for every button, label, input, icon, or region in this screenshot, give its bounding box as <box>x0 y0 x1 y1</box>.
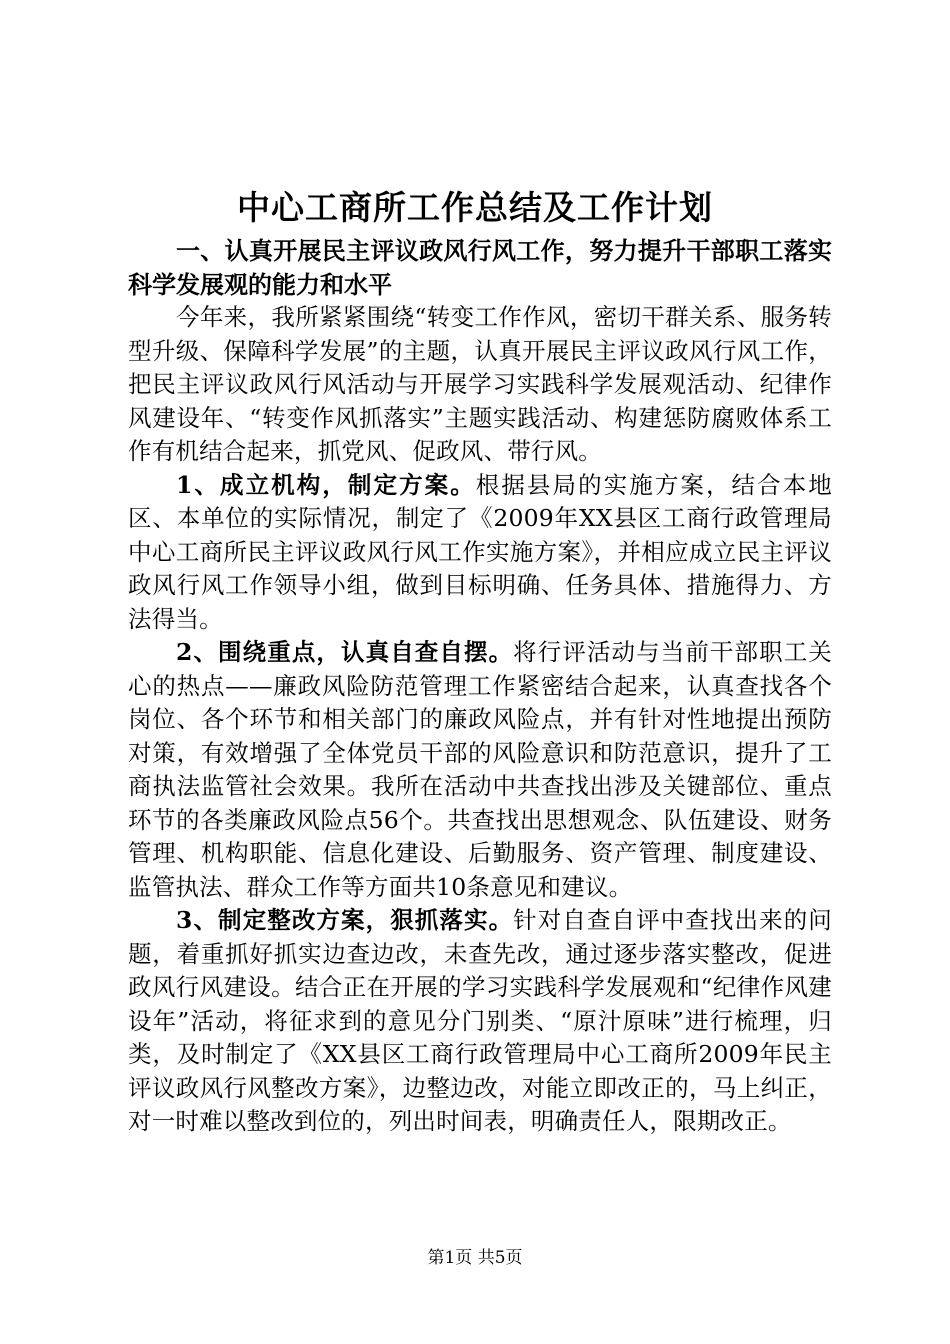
intro-paragraph: 今年来，我所紧紧围绕“转变工作作风，密切干群关系、服务转型升级、保障科学发展”的主题，认真开展民主评议政风行风工作，把民主评议政风行风活动与开展学习实践科学发展观活动、纪律作风建设年、“转变作风抓落实”主题实践活动、构建惩防腐败体系工作有机结合起来，抓党风、促政风、带行风。 <box>128 303 832 465</box>
section-heading: 一、认真开展民主评议政风行风工作，努力提升干部职工落实科学发展观的能力和水平 <box>128 236 832 299</box>
item-paragraph-3 <box>128 904 832 1139</box>
item-lead: 1、成立机构，制定方案。 <box>176 470 476 499</box>
item-body: 根据县局的实施方案，结合本地区、本单位的实际情况，制定了《2009年XX县区工商行政管理局中心工商所民主评议政风行风工作实施方案》，并相应成立民主评议政风行风工作领导小组，做到目标明确、任务具体、措施得力、方法得当。 <box>128 470 832 633</box>
item-paragraph-2 <box>128 636 832 904</box>
item-body: 将行评活动与当前干部职工关心的热点——廉政风险防范管理工作紧密结合起来，认真查找各个岗位、各个环节和相关部门的廉政风险点，并有针对性地提出预防对策，有效增强了全体党员干部的风险意识和防范意识，提升了工商执法监管社会效果。我所在活动中共查找出涉及关键部位、重点环节的各类廉政风险点56个。共查找出思想观念、队伍建设、财务管理、机构职能、信息化建设、后勤服务、资产管理、制度建设、监管执法、群众工作等方面共10条意见和建议。 <box>128 638 832 901</box>
page-number: 第1页 共5页 <box>427 1248 523 1268</box>
document-title: 中心工商所工作总结及工作计划 <box>237 188 713 227</box>
item-body: 针对自查自评中查找出来的问题，着重抓好抓实边查边改，未查先改，通过逐步落实整改，促进政风行风建设。结合正在开展的学习实践科学发展观和“纪律作风建设年”活动，将征求到的意见分门别类、“原汁原味”进行梳理，归类，及时制定了《XX县区工商行政管理局中心工商所2009年民主评议政风行风整改方案》，边整边改，对能立即改正的，马上纠正，对一时难以整改到位的，列出时间表，明确责任人，限期改正。 <box>128 906 832 1135</box>
item-paragraph-1 <box>128 469 832 637</box>
item-lead: 2、围绕重点，认真自查自摆。 <box>176 638 514 666</box>
document-body <box>128 234 832 1139</box>
item-lead: 3、制定整改方案，狠抓落实。 <box>176 906 514 934</box>
